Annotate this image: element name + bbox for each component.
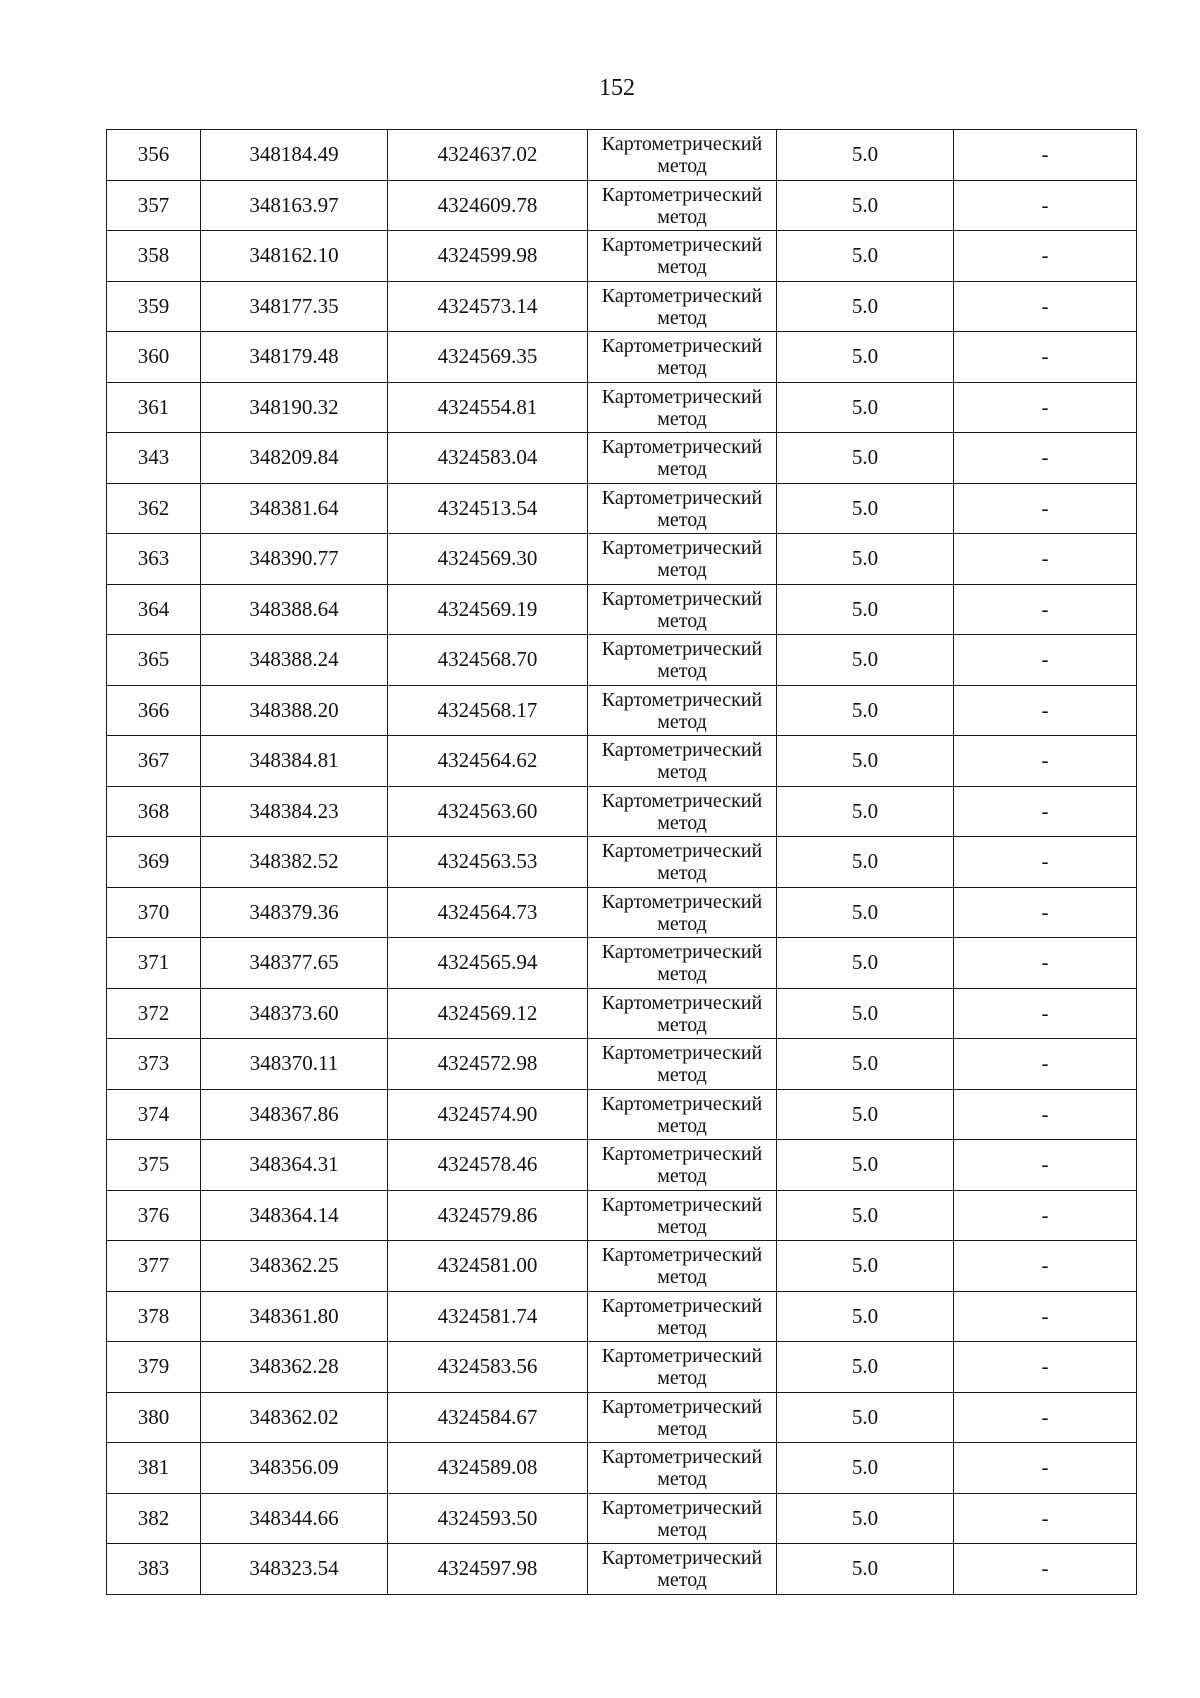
method-line-1: Картометрический [601, 284, 763, 307]
accuracy-cell: 5.0 [777, 1291, 954, 1342]
table-row [107, 584, 1137, 635]
method-line-2: метод [657, 1165, 707, 1188]
accuracy-cell: 5.0 [777, 988, 954, 1039]
y-coordinate-cell: 4324564.62 [388, 736, 588, 787]
table-row [107, 988, 1137, 1039]
note-cell: - [954, 1493, 1137, 1544]
x-coordinate-cell: 348364.14 [201, 1190, 388, 1241]
note-cell: - [954, 433, 1137, 484]
note-cell: - [954, 1544, 1137, 1595]
table-row [107, 231, 1137, 282]
accuracy-cell: 5.0 [777, 180, 954, 231]
x-coordinate-cell: 348382.52 [201, 837, 388, 888]
table-row [107, 534, 1137, 585]
note-cell: - [954, 483, 1137, 534]
y-coordinate-cell: 4324593.50 [388, 1493, 588, 1544]
accuracy-cell: 5.0 [777, 736, 954, 787]
note-cell: - [954, 635, 1137, 686]
method-cell [588, 1493, 777, 1544]
point-number-cell: 373 [107, 1039, 201, 1090]
method-line-2: метод [657, 155, 707, 178]
accuracy-cell: 5.0 [777, 130, 954, 181]
table-row [107, 786, 1137, 837]
method-line-2: метод [657, 963, 707, 986]
method-cell [588, 433, 777, 484]
point-number-cell: 367 [107, 736, 201, 787]
point-number-cell: 363 [107, 534, 201, 585]
x-coordinate-cell: 348377.65 [201, 938, 388, 989]
accuracy-cell: 5.0 [777, 584, 954, 635]
point-number-cell: 380 [107, 1392, 201, 1443]
table-row [107, 635, 1137, 686]
method-line-1: Картометрический [601, 1042, 763, 1065]
x-coordinate-cell: 348162.10 [201, 231, 388, 282]
y-coordinate-cell: 4324568.70 [388, 635, 588, 686]
table-row [107, 1443, 1137, 1494]
point-number-cell: 369 [107, 837, 201, 888]
method-line-2: метод [657, 1569, 707, 1592]
y-coordinate-cell: 4324573.14 [388, 281, 588, 332]
accuracy-cell: 5.0 [777, 231, 954, 282]
point-number-cell: 364 [107, 584, 201, 635]
table-row [107, 130, 1137, 181]
table-row [107, 1039, 1137, 1090]
method-line-2: метод [657, 1468, 707, 1491]
y-coordinate-cell: 4324584.67 [388, 1392, 588, 1443]
method-line-1: Картометрический [601, 587, 763, 610]
x-coordinate-cell: 348362.25 [201, 1241, 388, 1292]
table-row [107, 332, 1137, 383]
note-cell: - [954, 1190, 1137, 1241]
y-coordinate-cell: 4324569.35 [388, 332, 588, 383]
note-cell: - [954, 988, 1137, 1039]
table-row [107, 1140, 1137, 1191]
x-coordinate-cell: 348373.60 [201, 988, 388, 1039]
accuracy-cell: 5.0 [777, 938, 954, 989]
accuracy-cell: 5.0 [777, 433, 954, 484]
y-coordinate-cell: 4324597.98 [388, 1544, 588, 1595]
method-line-2: метод [657, 862, 707, 885]
x-coordinate-cell: 348388.24 [201, 635, 388, 686]
note-cell: - [954, 1392, 1137, 1443]
accuracy-cell: 5.0 [777, 1039, 954, 1090]
x-coordinate-cell: 348390.77 [201, 534, 388, 585]
x-coordinate-cell: 348190.32 [201, 382, 388, 433]
table-row [107, 1190, 1137, 1241]
method-line-1: Картометрический [601, 133, 763, 156]
x-coordinate-cell: 348388.64 [201, 584, 388, 635]
y-coordinate-cell: 4324599.98 [388, 231, 588, 282]
x-coordinate-cell: 348367.86 [201, 1089, 388, 1140]
accuracy-cell: 5.0 [777, 382, 954, 433]
table-row [107, 1089, 1137, 1140]
note-cell: - [954, 1291, 1137, 1342]
method-line-1: Картометрический [601, 1143, 763, 1166]
point-number-cell: 374 [107, 1089, 201, 1140]
method-line-1: Картометрический [601, 991, 763, 1014]
point-number-cell: 379 [107, 1342, 201, 1393]
point-number-cell: 362 [107, 483, 201, 534]
point-number-cell: 376 [107, 1190, 201, 1241]
method-line-1: Картометрический [601, 1446, 763, 1469]
point-number-cell: 370 [107, 887, 201, 938]
note-cell: - [954, 584, 1137, 635]
y-coordinate-cell: 4324513.54 [388, 483, 588, 534]
method-cell [588, 1140, 777, 1191]
point-number-cell: 358 [107, 231, 201, 282]
accuracy-cell: 5.0 [777, 1493, 954, 1544]
point-number-cell: 372 [107, 988, 201, 1039]
note-cell: - [954, 1241, 1137, 1292]
point-number-cell: 365 [107, 635, 201, 686]
x-coordinate-cell: 348184.49 [201, 130, 388, 181]
y-coordinate-cell: 4324637.02 [388, 130, 588, 181]
method-cell [588, 635, 777, 686]
point-number-cell: 361 [107, 382, 201, 433]
y-coordinate-cell: 4324563.60 [388, 786, 588, 837]
method-line-1: Картометрический [601, 183, 763, 206]
point-number-cell: 359 [107, 281, 201, 332]
point-number-cell: 382 [107, 1493, 201, 1544]
accuracy-cell: 5.0 [777, 483, 954, 534]
method-line-1: Картометрический [601, 840, 763, 863]
y-coordinate-cell: 4324569.30 [388, 534, 588, 585]
method-line-2: метод [657, 660, 707, 683]
method-cell [588, 332, 777, 383]
accuracy-cell: 5.0 [777, 635, 954, 686]
y-coordinate-cell: 4324574.90 [388, 1089, 588, 1140]
accuracy-cell: 5.0 [777, 786, 954, 837]
method-line-1: Картометрический [601, 1496, 763, 1519]
accuracy-cell: 5.0 [777, 1190, 954, 1241]
note-cell: - [954, 180, 1137, 231]
table-row [107, 1544, 1137, 1595]
table-row [107, 1392, 1137, 1443]
accuracy-cell: 5.0 [777, 1342, 954, 1393]
point-number-cell: 343 [107, 433, 201, 484]
method-line-2: метод [657, 407, 707, 430]
method-cell [588, 1291, 777, 1342]
point-number-cell: 357 [107, 180, 201, 231]
note-cell: - [954, 887, 1137, 938]
method-line-1: Картометрический [601, 1092, 763, 1115]
method-line-2: метод [657, 205, 707, 228]
method-line-2: метод [657, 609, 707, 632]
accuracy-cell: 5.0 [777, 1443, 954, 1494]
note-cell: - [954, 231, 1137, 282]
method-line-2: метод [657, 811, 707, 834]
note-cell: - [954, 938, 1137, 989]
method-cell [588, 988, 777, 1039]
x-coordinate-cell: 348362.02 [201, 1392, 388, 1443]
accuracy-cell: 5.0 [777, 1089, 954, 1140]
table-row [107, 1291, 1137, 1342]
method-cell [588, 130, 777, 181]
x-coordinate-cell: 348384.23 [201, 786, 388, 837]
y-coordinate-cell: 4324569.12 [388, 988, 588, 1039]
x-coordinate-cell: 348356.09 [201, 1443, 388, 1494]
y-coordinate-cell: 4324565.94 [388, 938, 588, 989]
method-line-1: Картометрический [601, 789, 763, 812]
x-coordinate-cell: 348362.28 [201, 1342, 388, 1393]
point-number-cell: 360 [107, 332, 201, 383]
method-cell [588, 887, 777, 938]
note-cell: - [954, 281, 1137, 332]
point-number-cell: 383 [107, 1544, 201, 1595]
y-coordinate-cell: 4324569.19 [388, 584, 588, 635]
y-coordinate-cell: 4324554.81 [388, 382, 588, 433]
y-coordinate-cell: 4324583.56 [388, 1342, 588, 1393]
x-coordinate-cell: 348163.97 [201, 180, 388, 231]
method-cell [588, 382, 777, 433]
accuracy-cell: 5.0 [777, 281, 954, 332]
point-number-cell: 366 [107, 685, 201, 736]
note-cell: - [954, 1039, 1137, 1090]
y-coordinate-cell: 4324581.74 [388, 1291, 588, 1342]
method-line-2: метод [657, 559, 707, 582]
accuracy-cell: 5.0 [777, 534, 954, 585]
accuracy-cell: 5.0 [777, 685, 954, 736]
method-cell [588, 1241, 777, 1292]
note-cell: - [954, 1443, 1137, 1494]
y-coordinate-cell: 4324563.53 [388, 837, 588, 888]
method-line-2: метод [657, 357, 707, 380]
note-cell: - [954, 1140, 1137, 1191]
method-line-1: Картометрический [601, 1547, 763, 1570]
x-coordinate-cell: 348361.80 [201, 1291, 388, 1342]
method-line-1: Картометрический [601, 941, 763, 964]
point-number-cell: 356 [107, 130, 201, 181]
method-cell [588, 1342, 777, 1393]
method-cell [588, 1089, 777, 1140]
y-coordinate-cell: 4324583.04 [388, 433, 588, 484]
method-line-2: метод [657, 761, 707, 784]
method-cell [588, 281, 777, 332]
method-line-1: Картометрический [601, 1345, 763, 1368]
method-line-1: Картометрический [601, 1395, 763, 1418]
method-line-2: метод [657, 1367, 707, 1390]
method-cell [588, 786, 777, 837]
table-row [107, 1241, 1137, 1292]
method-cell [588, 534, 777, 585]
method-line-2: метод [657, 1114, 707, 1137]
method-cell [588, 180, 777, 231]
note-cell: - [954, 332, 1137, 383]
x-coordinate-cell: 348323.54 [201, 1544, 388, 1595]
x-coordinate-cell: 348370.11 [201, 1039, 388, 1090]
page-number: 152 [599, 75, 635, 101]
method-cell [588, 1443, 777, 1494]
note-cell: - [954, 685, 1137, 736]
method-line-1: Картометрический [601, 1244, 763, 1267]
x-coordinate-cell: 348209.84 [201, 433, 388, 484]
method-line-1: Картометрический [601, 335, 763, 358]
method-cell [588, 938, 777, 989]
x-coordinate-cell: 348344.66 [201, 1493, 388, 1544]
y-coordinate-cell: 4324579.86 [388, 1190, 588, 1241]
table-row [107, 281, 1137, 332]
method-cell [588, 685, 777, 736]
y-coordinate-cell: 4324581.00 [388, 1241, 588, 1292]
method-line-1: Картометрический [601, 385, 763, 408]
x-coordinate-cell: 348384.81 [201, 736, 388, 787]
method-line-1: Картометрический [601, 688, 763, 711]
method-line-2: метод [657, 1266, 707, 1289]
method-line-2: метод [657, 1215, 707, 1238]
accuracy-cell: 5.0 [777, 1140, 954, 1191]
x-coordinate-cell: 348381.64 [201, 483, 388, 534]
method-line-2: метод [657, 508, 707, 531]
y-coordinate-cell: 4324589.08 [388, 1443, 588, 1494]
method-line-1: Картометрический [601, 739, 763, 762]
point-number-cell: 381 [107, 1443, 201, 1494]
method-line-2: метод [657, 458, 707, 481]
note-cell: - [954, 736, 1137, 787]
coordinates-table-body [107, 130, 1137, 1595]
accuracy-cell: 5.0 [777, 887, 954, 938]
method-cell [588, 1392, 777, 1443]
table-row [107, 685, 1137, 736]
method-cell [588, 1544, 777, 1595]
method-cell [588, 837, 777, 888]
method-line-1: Картометрический [601, 436, 763, 459]
y-coordinate-cell: 4324572.98 [388, 1039, 588, 1090]
point-number-cell: 377 [107, 1241, 201, 1292]
y-coordinate-cell: 4324564.73 [388, 887, 588, 938]
table-row [107, 180, 1137, 231]
accuracy-cell: 5.0 [777, 837, 954, 888]
table-row [107, 837, 1137, 888]
method-line-1: Картометрический [601, 486, 763, 509]
table-row [107, 483, 1137, 534]
note-cell: - [954, 382, 1137, 433]
method-cell [588, 1190, 777, 1241]
note-cell: - [954, 786, 1137, 837]
method-line-2: метод [657, 1417, 707, 1440]
method-line-2: метод [657, 1013, 707, 1036]
method-cell [588, 584, 777, 635]
method-line-1: Картометрический [601, 1193, 763, 1216]
x-coordinate-cell: 348379.36 [201, 887, 388, 938]
x-coordinate-cell: 348177.35 [201, 281, 388, 332]
point-number-cell: 368 [107, 786, 201, 837]
method-line-1: Картометрический [601, 234, 763, 257]
method-line-1: Картометрический [601, 890, 763, 913]
note-cell: - [954, 130, 1137, 181]
method-line-2: метод [657, 1316, 707, 1339]
method-line-2: метод [657, 1064, 707, 1087]
accuracy-cell: 5.0 [777, 1544, 954, 1595]
method-cell [588, 736, 777, 787]
accuracy-cell: 5.0 [777, 332, 954, 383]
table-row [107, 938, 1137, 989]
method-cell [588, 1039, 777, 1090]
table-row [107, 887, 1137, 938]
y-coordinate-cell: 4324609.78 [388, 180, 588, 231]
method-line-2: метод [657, 1518, 707, 1541]
y-coordinate-cell: 4324568.17 [388, 685, 588, 736]
accuracy-cell: 5.0 [777, 1392, 954, 1443]
method-cell [588, 483, 777, 534]
x-coordinate-cell: 348388.20 [201, 685, 388, 736]
method-line-1: Картометрический [601, 537, 763, 560]
table-row [107, 1342, 1137, 1393]
table-row [107, 382, 1137, 433]
method-line-2: метод [657, 912, 707, 935]
method-line-2: метод [657, 306, 707, 329]
table-row [107, 736, 1137, 787]
accuracy-cell: 5.0 [777, 1241, 954, 1292]
coordinates-table [106, 129, 1137, 1595]
note-cell: - [954, 1089, 1137, 1140]
point-number-cell: 371 [107, 938, 201, 989]
method-line-1: Картометрический [601, 1294, 763, 1317]
point-number-cell: 375 [107, 1140, 201, 1191]
x-coordinate-cell: 348364.31 [201, 1140, 388, 1191]
point-number-cell: 378 [107, 1291, 201, 1342]
method-line-2: метод [657, 256, 707, 279]
method-line-2: метод [657, 710, 707, 733]
method-line-1: Картометрический [601, 638, 763, 661]
note-cell: - [954, 837, 1137, 888]
y-coordinate-cell: 4324578.46 [388, 1140, 588, 1191]
table-row [107, 1493, 1137, 1544]
note-cell: - [954, 534, 1137, 585]
x-coordinate-cell: 348179.48 [201, 332, 388, 383]
note-cell: - [954, 1342, 1137, 1393]
method-cell [588, 231, 777, 282]
table-row [107, 433, 1137, 484]
